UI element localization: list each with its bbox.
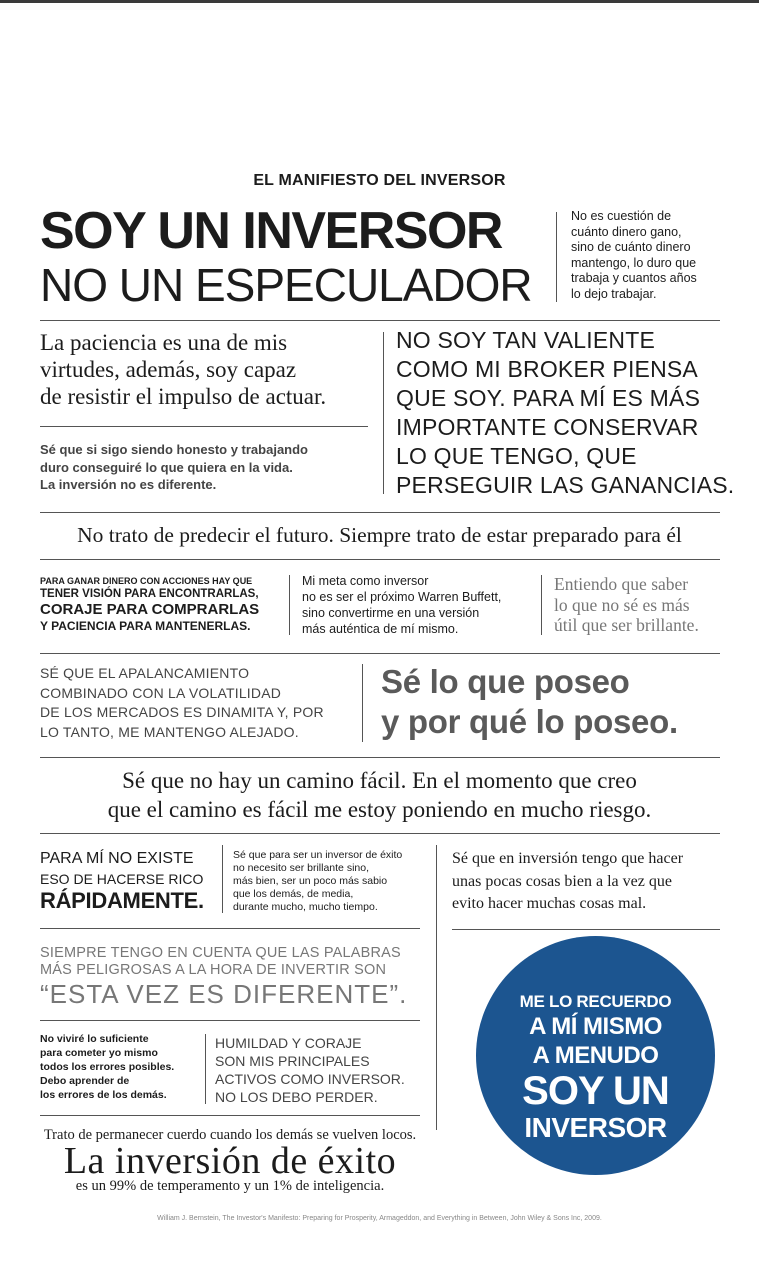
- words-quote-line2: MÁS PELIGROSAS A LA HORA DE INVERTIR SON: [40, 962, 387, 978]
- column-divider: [222, 845, 223, 913]
- words-quote-line1: SIEMPRE TENGO EN CUENTA QUE LAS PALABRAS: [40, 945, 401, 961]
- gain-quote-line3: CORAJE PARA COMPRARLAS: [40, 601, 260, 618]
- gain-quote-line4: Y PACIENCIA PARA MANTENERLAS.: [40, 619, 251, 633]
- broker-quote: NO SOY TAN VALIENTE COMO MI BROKER PIENSA QUE SOY. PARA MÍ ES MÁS IMPORTANTE CONSERVAR LO QUE TENGO, QUE PERSEGUIR LAS GANANCIAS.: [396, 327, 735, 498]
- divider: [452, 929, 720, 930]
- leverage-quote: SÉ QUE EL APALANCAMIENTO COMBINADO CON LA VOLATILIDAD DE LOS MERCADOS ES DINAMITA Y, POR LO TANTO, ME MANTENGO ALEJADO.: [40, 665, 324, 740]
- badge-line1: ME LO RECUERDO: [519, 992, 672, 1011]
- divider: [40, 320, 720, 321]
- temperament-quote: es un 99% de temperamento y un 1% de inteligencia.: [75, 1178, 385, 1194]
- header-divider: [556, 212, 557, 302]
- divider: [40, 1020, 420, 1021]
- divider: [40, 757, 720, 758]
- divider: [40, 653, 720, 654]
- divider: [40, 1115, 420, 1116]
- column-divider: [383, 332, 384, 494]
- rico-quote-line3: RÁPIDAMENTE.: [40, 888, 204, 913]
- kicker-title: EL MANIFIESTO DEL INVERSOR: [253, 172, 506, 189]
- divider: [40, 928, 420, 929]
- column-divider: [205, 1034, 206, 1104]
- divider: [40, 833, 720, 834]
- predict-quote: No trato de predecir el futuro. Siempre trato de estar preparado para él: [77, 523, 682, 547]
- top-border: [0, 0, 759, 3]
- reminder-badge: [476, 936, 715, 1175]
- column-divider: [362, 664, 363, 742]
- main-title-line2: NO UN ESPECULADOR: [40, 259, 532, 311]
- rico-quote-line2: ESO DE HACERSE RICO: [40, 871, 204, 887]
- errors-quote: No viviré lo suficiente para cometer yo mismo todos los errores posibles. Debo aprender de los errores de los demás.: [40, 1033, 175, 1101]
- column-divider: [289, 575, 290, 635]
- brillante-quote: Sé que para ser un inversor de éxito no necesito ser brillante sino, más bien, ser un poco más sabio que los demás, de media, durante mucho, mucho tiempo.: [233, 849, 403, 913]
- gain-quote-line1: PARA GANAR DINERO CON ACCIONES HAY QUE: [40, 576, 253, 586]
- header-side-note: No es cuestión de cuánto dinero gano, sino de cuánto dinero mantengo, lo duro que trabaja y cuantos años lo dejo trabajar.: [571, 209, 697, 301]
- honest-quote: Sé que si sigo siendo honesto y trabajando duro conseguiré lo que quiera en la vida. La inversión no es diferente.: [40, 442, 308, 492]
- divider: [40, 512, 720, 513]
- badge-line2: A MÍ MISMO: [529, 1013, 662, 1040]
- badge-line4: SOY UN: [522, 1069, 669, 1113]
- hacer-quote: Sé que en inversión tengo que hacer unas pocas cosas bien a la vez que evito hacer muchas cosas mal.: [452, 850, 684, 912]
- column-divider: [541, 575, 542, 635]
- camino-quote: Sé que no hay un camino fácil. En el momento que creo que el camino es fácil me estoy poniendo en mucho riesgo.: [107, 768, 652, 822]
- divider: [40, 559, 720, 560]
- humility-quote: HUMILDAD Y CORAJE SON MIS PRINCIPALES ACTIVOS COMO INVERSOR. NO LOS DEBO PERDER.: [215, 1035, 405, 1105]
- poseo-quote: Sé lo que poseo y por qué lo poseo.: [381, 663, 678, 740]
- main-title-line1: SOY UN INVERSOR: [40, 202, 502, 260]
- sanity-quote: Trato de permanecer cuerdo cuando los demás se vuelven locos.: [43, 1127, 417, 1143]
- meta-quote: Mi meta como inversor no es ser el próximo Warren Buffett, sino convertirme en una versión más auténtica de mí mismo.: [302, 574, 502, 636]
- saber-quote: Entiendo que saber lo que no sé es más útil que ser brillante.: [554, 574, 699, 635]
- patience-quote: La paciencia es una de mis virtudes, además, soy capaz de resistir el impulso de actuar.: [40, 330, 327, 409]
- badge-line5: INVERSOR: [524, 1112, 667, 1143]
- divider: [40, 426, 368, 427]
- rico-quote-line1: PARA MÍ NO EXISTE: [40, 850, 194, 867]
- gain-quote-line2: TENER VISIÓN PARA ENCONTRARLAS,: [40, 588, 259, 600]
- words-quote-line3: “ESTA VEZ ES DIFERENTE”.: [40, 979, 408, 1009]
- column-divider: [436, 845, 437, 1130]
- badge-line3: A MENUDO: [532, 1042, 659, 1069]
- citation: William J. Bernstein, The Investor's Manifesto: Preparing for Prosperity, Armageddon, and Everything in Between, John Wiley & Sons Inc, 2009.: [157, 1215, 602, 1222]
- success-heading: La inversión de éxito: [63, 1140, 397, 1182]
